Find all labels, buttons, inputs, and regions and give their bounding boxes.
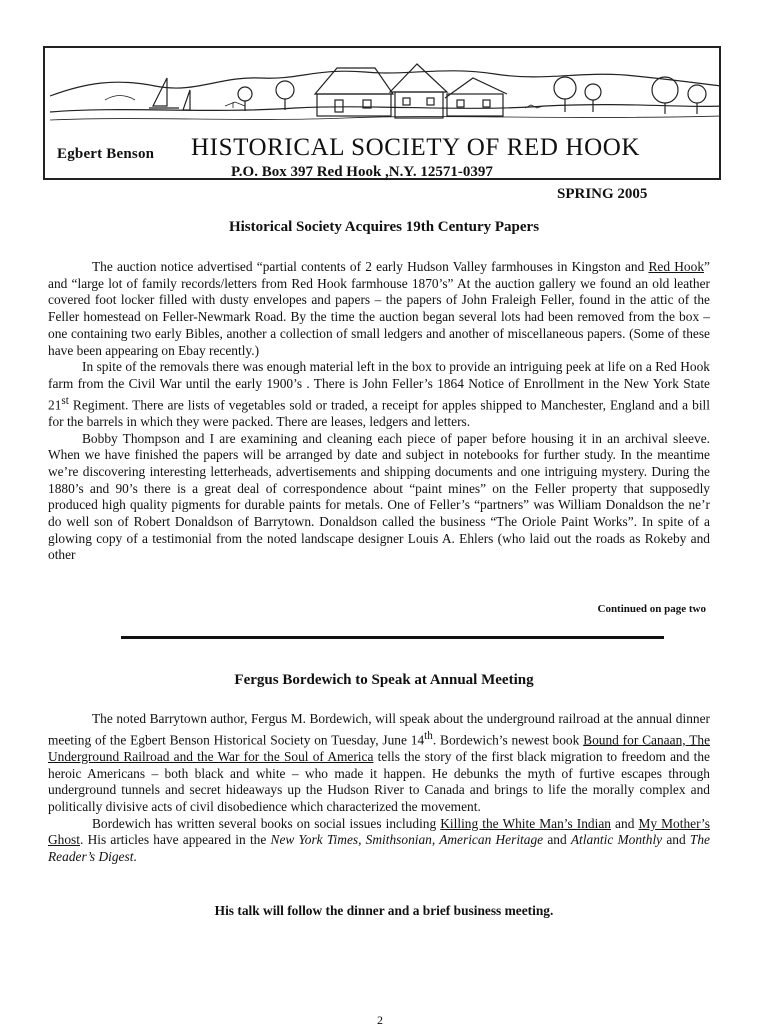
society-name-title: HISTORICAL SOCIETY OF RED HOOK	[191, 134, 641, 161]
article1-paragraph-2: In spite of the removals there was enough material left in the box to provide an intriguing peek at life on a Red Hook farm from the Civil War until the early 1900’s . There is John Feller’s 1864 Notice of Enrollment in the New York State 21st Regiment. There are lists of vegetables sold or traded, a receipt for apples shipped to Manchester, England and a bill for the barrels in which they were packed. There are leases, ledgers and letters.	[48, 359, 710, 429]
tree	[554, 77, 576, 99]
article2-title: Fergus Bordewich to Speak at Annual Meeting	[234, 672, 534, 688]
house-roof	[390, 64, 447, 92]
book-title-my-mothers-ghost: My Mother’s Ghost	[48, 815, 710, 848]
barn-wall	[317, 94, 391, 116]
article1-body	[48, 259, 710, 564]
article2-paragraph-1: The noted Barrytown author, Fergus M. Bordewich, will speak about the underground railroad at the annual dinner meeting of the Egbert Benson Historical Society on Tuesday, June 14th. Bordewich’s newest book Bound for Canaan, The Underground Railroad and the War for the Soul of America tells the story of the first black migration to freedom and the heroic Americans – both black and white – who made it happen. He debunks the myth of furtive escapes through underground tunnels and secret hideaways up the Hudson River to Canada and brings to life the morally complex and politically divisive acts of civil disobedience which characterized the movement.	[48, 711, 711, 814]
page-number: 2	[377, 1013, 383, 1027]
society-address: P.O. Box 397 Red Hook ,N.Y. 12571-0397	[231, 164, 493, 180]
society-name-small: Egbert Benson	[57, 146, 155, 162]
issue-season: SPRING 2005	[557, 186, 648, 202]
house-wall	[395, 92, 443, 118]
article1-paragraph-1: The auction notice advertised “partial contents of 2 early Hudson Valley farmhouses in Kingston and Red Hook” and “large lot of family records/letters from Red Hook farmhouse 1870’s” At the auction gallery we found an old leather covered foot locker filled with dusty envelopes and papers – the papers of John Fraleigh Feller, found in the attic of the Feller homestead on Feller-Newmark Road. By the time the auction began several lots had been removed from the box – one containing two early Bibles, another a collection of small ledgers and another of miscellaneous papers. (Some of these have been appearing on Ebay recently.)	[48, 259, 710, 358]
closing-note: His talk will follow the dinner and a brief business meeting.	[214, 903, 554, 918]
article1-paragraph-3: Bobby Thompson and I are examining and cleaning each piece of paper before housing it in an archival sleeve. When we have finished the papers will be arranged by date and subject in notebooks for further study. In the meantime we’re discovering interesting letterheads, advertisements and shipping documents and one intriguing mystery. During the 1880’s and 90’s there is a great deal of correspondence about “paint mines” on the Feller property that supposedly produced high quality pigments for durable paints for metals. One of Feller’s “partners” was William Donaldson the ne’r do well son of Robert Donaldson of Barrytown. Donaldson called the business “The Oriole Paint Works”. In spite of a glowing copy of a testimonial from the noted landscape designer Louis A. Ehlers (who laid out the roads as Rokeby and other	[48, 430, 710, 563]
section-divider	[121, 636, 664, 639]
book-title-bound-for-canaan: Bound for Canaan, The Underground Railroad and the War for the Soul of America	[48, 732, 711, 764]
book-title-killing-the-white-mans-indian: Killing the White Man’s Indian	[440, 815, 611, 831]
sailboat-sail	[153, 78, 167, 106]
article2-body	[48, 711, 710, 866]
continued-note: Continued on page two	[597, 603, 706, 615]
article2-paragraph-2: Bordewich has written several books on social issues including Killing the White Man’s Indian and My Mother’s Ghost. His articles have appeared in the New York Times, Smithsonian, American Heritage and Atlantic Monthly and The Reader’s Digest.	[48, 815, 710, 865]
masthead-banner	[43, 46, 721, 180]
red-hook-link: Red Hook	[648, 259, 705, 274]
article1-title: Historical Society Acquires 19th Century Papers	[228, 219, 540, 235]
